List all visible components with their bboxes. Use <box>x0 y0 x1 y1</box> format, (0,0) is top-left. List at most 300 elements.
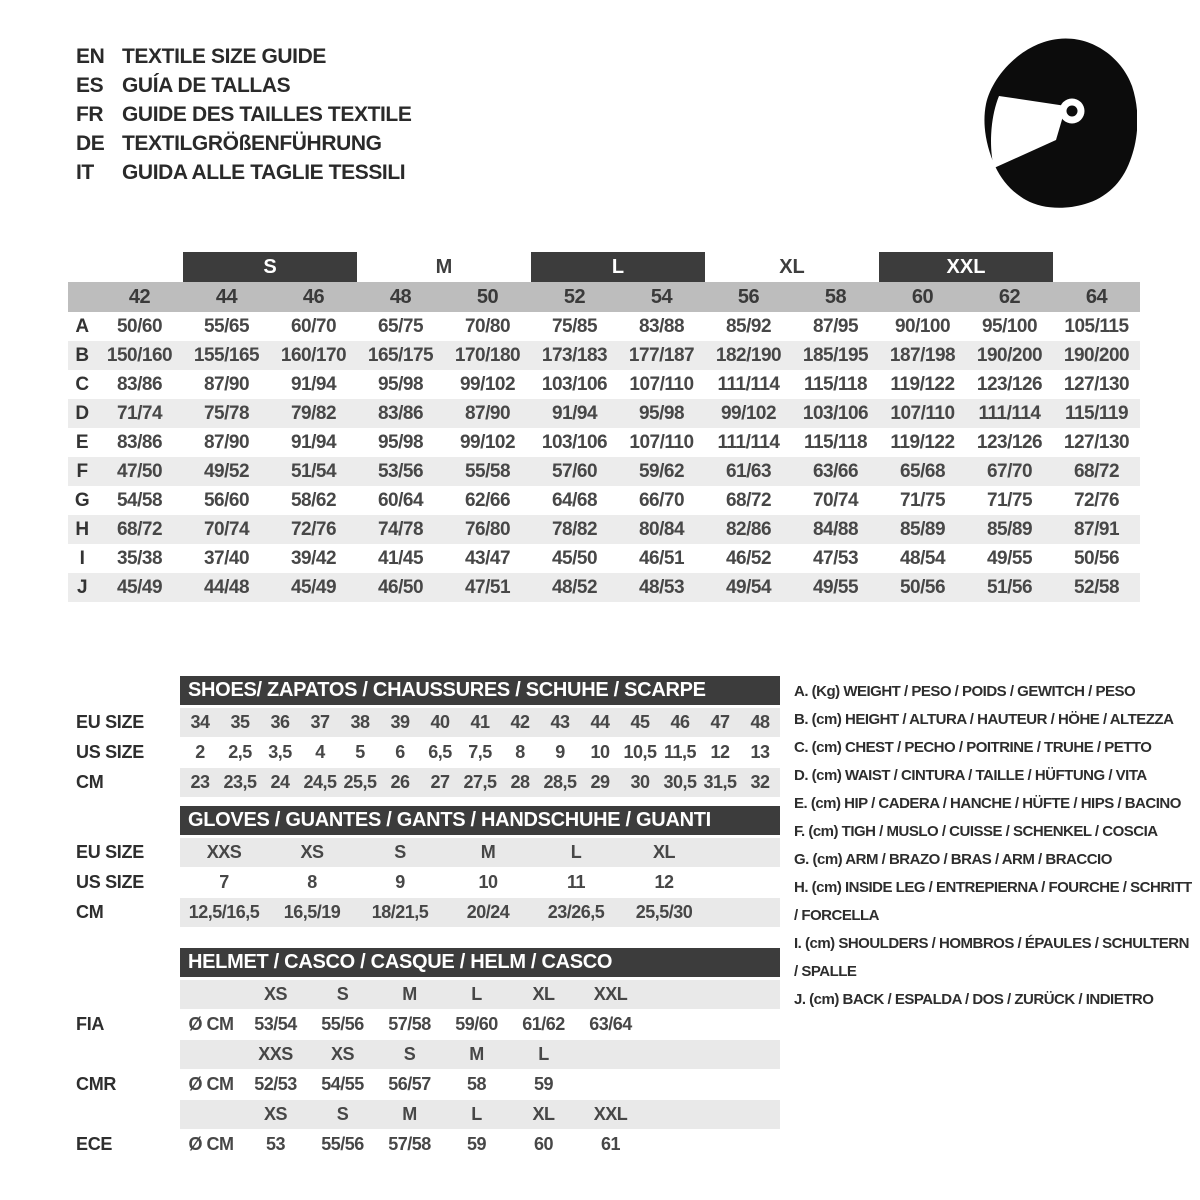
row-values <box>180 838 780 867</box>
size-value: 165/175 <box>367 344 434 366</box>
size-value: 75/85 <box>551 315 598 337</box>
value-cell: L <box>570 842 582 862</box>
size-value: 71/74 <box>116 402 163 424</box>
size-value: 78/82 <box>551 518 598 540</box>
size-value: 64/68 <box>551 489 598 511</box>
row-values <box>180 1130 780 1159</box>
size-value: 83/86 <box>377 402 424 424</box>
size-value: 91/94 <box>290 373 337 395</box>
row-label: I <box>79 547 85 569</box>
size-value: 103/106 <box>802 402 869 424</box>
value-cell: 3,5 <box>268 742 292 762</box>
value-cell: 8 <box>515 742 525 762</box>
size-value: 46/52 <box>725 547 772 569</box>
row-label: US SIZE <box>76 872 144 892</box>
size-number-header-row <box>68 282 1140 312</box>
size-row-h <box>68 515 1140 544</box>
row-label: B <box>75 344 89 366</box>
spacer-cell <box>180 1040 242 1069</box>
language-row <box>76 100 411 129</box>
value-cell: 36 <box>270 712 290 732</box>
size-value: 50/56 <box>1073 547 1120 569</box>
value-cell: 59 <box>533 1074 554 1094</box>
size-value: 51/54 <box>290 460 337 482</box>
size-value: 47/51 <box>464 576 511 598</box>
size-value: 48/53 <box>638 576 685 598</box>
value-cell: 53 <box>265 1134 286 1154</box>
size-value: 103/106 <box>541 431 608 453</box>
value-cell: 45 <box>630 712 650 732</box>
size-value: 44/48 <box>203 576 250 598</box>
size-value: 49/52 <box>203 460 250 482</box>
row-label: J <box>76 576 88 598</box>
value-cell: 26 <box>390 772 410 792</box>
row-label: D <box>75 402 89 424</box>
legend-item: I. (cm) SHOULDERS / HOMBROS / ÉPAULES / SCHULTERN / SPALLE <box>794 935 1189 980</box>
row-values <box>180 768 780 797</box>
size-band-s: S <box>183 252 357 282</box>
size-value: 54/58 <box>116 489 163 511</box>
size-value: 45/49 <box>290 576 337 598</box>
guide-title: GUIDE DES TAILLES TEXTILE <box>122 102 412 126</box>
size-row-a <box>68 312 1140 341</box>
size-value: 85/89 <box>986 518 1033 540</box>
sub-row <box>76 708 780 737</box>
value-cell: 27,5 <box>463 772 497 792</box>
size-label: L <box>538 1044 549 1064</box>
value-cell: 55/56 <box>321 1134 364 1154</box>
standard-label: FIA <box>76 1014 105 1034</box>
diameter-label: Ø CM <box>188 1134 234 1154</box>
value-cell: XS <box>300 842 324 862</box>
size-value: 75/78 <box>203 402 250 424</box>
value-cell: 10 <box>590 742 610 762</box>
size-value: 79/82 <box>290 402 337 424</box>
value-cell: 7 <box>219 872 229 892</box>
size-value: 82/86 <box>725 518 772 540</box>
value-cell: 46 <box>670 712 690 732</box>
size-value: 95/98 <box>377 431 424 453</box>
size-value: 68/72 <box>116 518 163 540</box>
size-column-header: 64 <box>1085 285 1108 308</box>
size-value: 190/200 <box>976 344 1043 366</box>
value-cell: 25,5/30 <box>635 902 693 922</box>
helmet-size-header-row <box>76 1100 780 1129</box>
value-cell: 38 <box>350 712 370 732</box>
language-list <box>76 42 411 187</box>
size-value: 56/60 <box>203 489 250 511</box>
size-value: 49/54 <box>725 576 772 598</box>
size-label: M <box>402 984 417 1004</box>
measurement-rows <box>68 312 1140 602</box>
size-value: 66/70 <box>638 489 685 511</box>
size-value: 43/47 <box>464 547 511 569</box>
size-value: 155/165 <box>193 344 260 366</box>
language-row <box>76 158 411 187</box>
size-value: 119/122 <box>890 373 955 395</box>
size-value: 85/92 <box>725 315 772 337</box>
value-cell: 16,5/19 <box>283 902 341 922</box>
size-label: XS <box>263 1104 287 1124</box>
value-cell: 23,5 <box>223 772 257 792</box>
size-value: 67/70 <box>986 460 1033 482</box>
size-value: 52/58 <box>1073 576 1120 598</box>
value-cell: 61 <box>600 1134 621 1154</box>
legend-item: A. (Kg) WEIGHT / PESO / POIDS / GEWITCH / PESO <box>794 683 1136 700</box>
row-values <box>180 738 780 767</box>
size-band-m: M <box>435 255 453 278</box>
size-column-header: 58 <box>824 285 847 308</box>
size-value: 91/94 <box>551 402 598 424</box>
language-code: DE <box>76 131 105 155</box>
size-value: 48/52 <box>551 576 598 598</box>
value-cell: 10,5 <box>623 742 657 762</box>
size-label: M <box>469 1044 484 1064</box>
size-value: 87/91 <box>1073 518 1120 540</box>
size-value: 83/86 <box>116 431 163 453</box>
size-column-header: 54 <box>650 285 673 308</box>
size-column-header: 50 <box>476 285 499 308</box>
value-cell: 5 <box>355 742 365 762</box>
size-value: 57/60 <box>551 460 598 482</box>
size-label: M <box>402 1104 417 1124</box>
size-value: 37/40 <box>203 547 250 569</box>
value-cell: 9 <box>555 742 565 762</box>
value-cell: 57/58 <box>388 1134 431 1154</box>
value-cell: 12 <box>654 872 674 892</box>
size-value: 95/98 <box>638 402 685 424</box>
guide-title: GUÍA DE TALLAS <box>122 73 291 97</box>
size-value: 35/38 <box>116 547 163 569</box>
size-value: 123/126 <box>976 431 1043 453</box>
row-label <box>76 980 180 1009</box>
size-column-header: 52 <box>563 285 586 308</box>
size-value: 71/75 <box>899 489 946 511</box>
value-cell: 58 <box>466 1074 487 1094</box>
value-cell: 10 <box>478 872 498 892</box>
size-row-f <box>68 457 1140 486</box>
size-value: 80/84 <box>638 518 685 540</box>
size-label: S <box>336 1104 349 1124</box>
size-label: L <box>471 984 482 1004</box>
row-label: CM <box>76 902 104 922</box>
value-cell: 6 <box>395 742 405 762</box>
language-code: EN <box>76 44 105 68</box>
value-cell: 41 <box>470 712 490 732</box>
section-header: GLOVES / GUANTES / GANTS / HANDSCHUHE / GUANTI <box>180 806 780 835</box>
helmet-value-row-fia <box>76 1010 780 1039</box>
size-label: XXL <box>593 984 628 1004</box>
size-value: 87/90 <box>464 402 511 424</box>
size-label: XS <box>330 1044 354 1064</box>
size-value: 53/56 <box>377 460 424 482</box>
size-value: 51/56 <box>986 576 1033 598</box>
size-value: 119/122 <box>890 431 955 453</box>
value-cell: 35 <box>230 712 250 732</box>
row-values <box>180 980 780 1009</box>
size-value: 127/130 <box>1063 373 1130 395</box>
size-value: 150/160 <box>106 344 173 366</box>
value-cell: 20/24 <box>466 902 510 922</box>
gloves-size-table <box>76 806 780 928</box>
section-header: HELMET / CASCO / CASQUE / HELM / CASCO <box>180 948 780 977</box>
helmet-size-header-row <box>76 980 780 1009</box>
size-label: XXS <box>258 1044 293 1064</box>
size-value: 47/53 <box>812 547 859 569</box>
row-values <box>180 898 780 927</box>
size-column-header: 44 <box>215 285 238 308</box>
value-cell: 60 <box>533 1134 554 1154</box>
size-value: 70/80 <box>464 315 511 337</box>
size-value: 99/102 <box>459 373 516 395</box>
size-value: 170/180 <box>454 344 521 366</box>
size-value: 70/74 <box>203 518 250 540</box>
value-cell: 44 <box>590 712 610 732</box>
value-cell: XL <box>652 842 675 862</box>
value-cell: 30 <box>630 772 650 792</box>
value-cell: 11 <box>566 872 586 892</box>
size-label: XXL <box>593 1104 628 1124</box>
size-value: 115/118 <box>803 373 868 395</box>
value-cell: 2 <box>195 742 205 762</box>
section-header: SHOES/ ZAPATOS / CHAUSSURES / SCHUHE / SCARPE <box>180 676 780 705</box>
size-value: 58/62 <box>290 489 337 511</box>
value-cell: 32 <box>750 772 770 792</box>
size-value: 95/100 <box>981 315 1038 337</box>
language-row <box>76 129 411 158</box>
size-value: 105/115 <box>1064 315 1129 337</box>
language-row <box>76 42 411 71</box>
language-code: ES <box>76 73 104 97</box>
size-value: 41/45 <box>377 547 424 569</box>
value-cell: 54/55 <box>321 1074 364 1094</box>
size-band-xl: XL <box>779 255 805 278</box>
helmet-size-header-row <box>76 1040 780 1069</box>
racing-helmet-icon <box>982 38 1137 208</box>
size-value: 87/90 <box>203 431 250 453</box>
size-value: 127/130 <box>1063 431 1130 453</box>
value-cell: 9 <box>395 872 405 892</box>
size-value: 107/110 <box>629 373 694 395</box>
value-cell: 18/21,5 <box>371 902 429 922</box>
sub-row <box>76 868 780 897</box>
size-value: 47/50 <box>116 460 163 482</box>
row-label: G <box>74 489 90 511</box>
value-cell: 23/26,5 <box>547 902 605 922</box>
corner-cell <box>68 282 96 312</box>
size-label: S <box>336 984 349 1004</box>
size-value: 46/51 <box>638 547 685 569</box>
size-value: 83/86 <box>116 373 163 395</box>
size-value: 50/60 <box>116 315 163 337</box>
helmet-value-row-ece <box>76 1130 780 1159</box>
value-cell: 48 <box>750 712 770 732</box>
standard-label: CMR <box>76 1074 117 1094</box>
size-value: 50/56 <box>899 576 946 598</box>
size-value: 63/66 <box>812 460 859 482</box>
size-row-i <box>68 544 1140 573</box>
size-value: 60/64 <box>377 489 424 511</box>
size-value: 62/66 <box>464 489 511 511</box>
value-cell: 61/62 <box>522 1014 565 1034</box>
size-row-g <box>68 486 1140 515</box>
sub-row <box>76 738 780 767</box>
measurement-legend <box>794 678 1194 1014</box>
standard-label: ECE <box>76 1134 113 1154</box>
size-value: 55/58 <box>464 460 511 482</box>
size-value: 74/78 <box>377 518 424 540</box>
size-value: 115/119 <box>1064 402 1129 424</box>
value-cell: 59/60 <box>455 1014 498 1034</box>
value-cell: 11,5 <box>663 742 697 762</box>
language-code: IT <box>76 160 94 184</box>
row-label: C <box>75 373 89 395</box>
spacer-cell <box>180 980 242 1009</box>
size-value: 185/195 <box>802 344 869 366</box>
size-value: 65/75 <box>377 315 424 337</box>
legend-item: H. (cm) INSIDE LEG / ENTREPIERNA / FOURCHE / SCHRITT / FORCELLA <box>794 879 1192 924</box>
size-value: 160/170 <box>280 344 347 366</box>
size-value: 65/68 <box>899 460 946 482</box>
guide-title: TEXTILGRÖßENFÜHRUNG <box>122 131 382 155</box>
diameter-label: Ø CM <box>188 1074 234 1094</box>
value-cell: 29 <box>590 772 610 792</box>
size-value: 111/114 <box>978 402 1041 424</box>
value-cell: 59 <box>466 1134 487 1154</box>
row-label: F <box>76 460 88 482</box>
value-cell: 40 <box>430 712 450 732</box>
size-value: 49/55 <box>812 576 859 598</box>
size-band-xxl: XXL <box>879 252 1053 282</box>
size-label: L <box>471 1104 482 1124</box>
size-value: 173/183 <box>541 344 608 366</box>
legend-item: E. (cm) HIP / CADERA / HANCHE / HÜFTE / HIPS / BACINO <box>794 795 1181 812</box>
size-value: 177/187 <box>628 344 695 366</box>
language-row <box>76 71 411 100</box>
value-cell: 42 <box>510 712 530 732</box>
row-label: CM <box>76 772 104 792</box>
size-value: 187/198 <box>889 344 956 366</box>
helmet-value-row-cmr <box>76 1070 780 1099</box>
size-value: 103/106 <box>541 373 608 395</box>
size-value: 55/65 <box>203 315 250 337</box>
size-value: 85/89 <box>899 518 946 540</box>
value-cell: 28,5 <box>543 772 577 792</box>
helmet-size-table <box>76 948 780 1160</box>
size-value: 87/95 <box>812 315 859 337</box>
value-cell: 7,5 <box>468 742 492 762</box>
value-cell: 43 <box>550 712 570 732</box>
value-cell: 23 <box>190 772 210 792</box>
legend-item: C. (cm) CHEST / PECHO / POITRINE / TRUHE / PETTO <box>794 739 1152 756</box>
guide-title: GUIDA ALLE TAGLIE TESSILI <box>122 160 406 184</box>
legend-item: B. (cm) HEIGHT / ALTURA / HAUTEUR / HÖHE / ALTEZZA <box>794 711 1174 728</box>
language-code: FR <box>76 102 104 126</box>
value-cell: 47 <box>710 712 730 732</box>
size-value: 83/88 <box>638 315 685 337</box>
size-label: XS <box>263 984 287 1004</box>
size-value: 46/50 <box>377 576 424 598</box>
size-row-c <box>68 370 1140 399</box>
size-value: 111/114 <box>717 431 780 453</box>
size-band-row <box>68 252 1140 282</box>
value-cell: M <box>480 842 496 862</box>
size-row-j <box>68 573 1140 602</box>
legend-item: J. (cm) BACK / ESPALDA / DOS / ZURÜCK / INDIETRO <box>794 991 1154 1008</box>
size-value: 59/62 <box>638 460 685 482</box>
size-value: 115/118 <box>803 431 868 453</box>
size-value: 107/110 <box>629 431 694 453</box>
value-cell: 34 <box>190 712 210 732</box>
row-label: EU SIZE <box>76 712 144 732</box>
value-cell: 24,5 <box>303 772 337 792</box>
value-cell: 8 <box>307 872 317 892</box>
row-values <box>180 1070 780 1099</box>
size-value: 72/76 <box>1073 489 1120 511</box>
row-label: H <box>75 518 89 540</box>
size-column-header: 62 <box>998 285 1021 308</box>
value-cell: 53/54 <box>254 1014 297 1034</box>
size-column-header: 46 <box>302 285 325 308</box>
sub-row <box>76 838 780 867</box>
size-value: 72/76 <box>290 518 337 540</box>
row-values <box>180 1100 780 1129</box>
size-value: 76/80 <box>464 518 511 540</box>
size-value: 90/100 <box>894 315 951 337</box>
row-values <box>180 868 780 897</box>
value-cell: 37 <box>310 712 330 732</box>
value-cell: 27 <box>430 772 450 792</box>
size-value: 99/102 <box>459 431 516 453</box>
size-value: 39/42 <box>290 547 337 569</box>
size-value: 45/50 <box>551 547 598 569</box>
size-value: 71/75 <box>986 489 1033 511</box>
row-label: EU SIZE <box>76 842 144 862</box>
size-column-header: 42 <box>128 285 151 308</box>
sub-row <box>76 898 780 927</box>
value-cell: 56/57 <box>388 1074 431 1094</box>
size-label: XL <box>532 1104 555 1124</box>
value-cell: 12,5/16,5 <box>188 902 260 922</box>
row-values <box>180 708 780 737</box>
size-value: 70/74 <box>812 489 859 511</box>
value-cell: 4 <box>315 742 325 762</box>
value-cell: 31,5 <box>703 772 737 792</box>
size-value: 84/88 <box>812 518 859 540</box>
row-label <box>76 1100 180 1129</box>
size-value: 60/70 <box>290 315 337 337</box>
size-value: 95/98 <box>377 373 424 395</box>
value-cell: 57/58 <box>388 1014 431 1034</box>
size-value: 48/54 <box>899 547 946 569</box>
size-value: 45/49 <box>116 576 163 598</box>
size-value: 99/102 <box>720 402 777 424</box>
size-value: 91/94 <box>290 431 337 453</box>
row-values <box>180 1010 780 1039</box>
value-cell: 12 <box>710 742 730 762</box>
size-row-d <box>68 399 1140 428</box>
size-column-header: 48 <box>389 285 412 308</box>
size-value: 68/72 <box>725 489 772 511</box>
size-value: 123/126 <box>976 373 1043 395</box>
size-value: 61/63 <box>725 460 772 482</box>
legend-item: D. (cm) WAIST / CINTURA / TAILLE / HÜFTUNG / VITA <box>794 767 1147 784</box>
textile-size-table <box>68 252 1140 602</box>
size-band-l: L <box>531 252 705 282</box>
row-label: US SIZE <box>76 742 144 762</box>
value-cell: 2,5 <box>228 742 252 762</box>
size-value: 107/110 <box>890 402 955 424</box>
